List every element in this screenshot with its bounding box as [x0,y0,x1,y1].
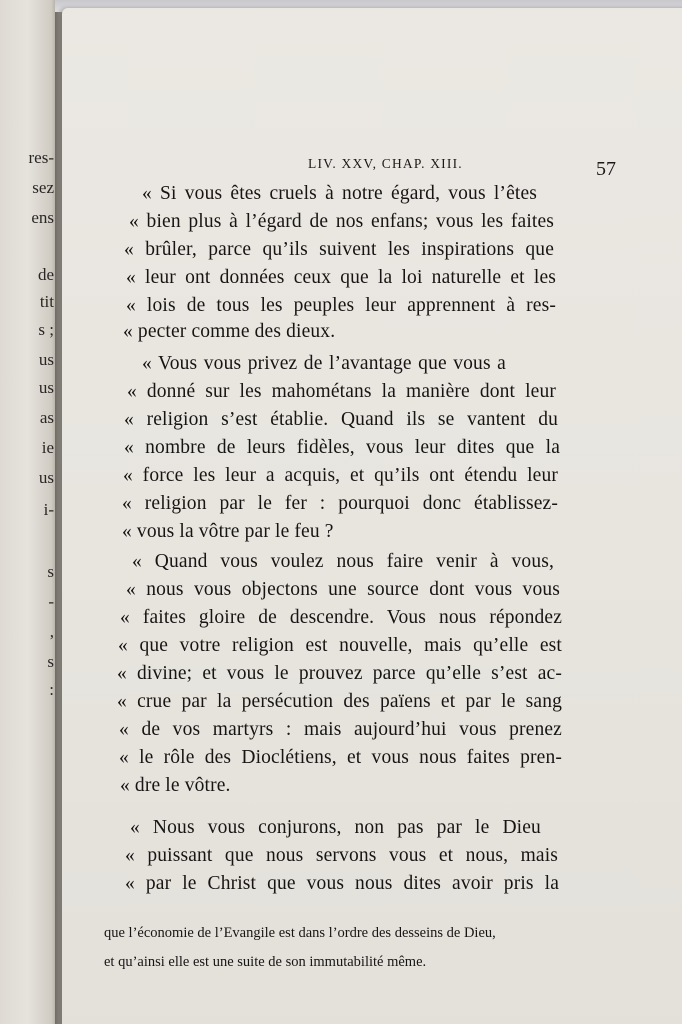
facing-page-fragment: sez [32,178,54,197]
text-line: « vous la vôtre par le feu ? [122,521,334,542]
facing-page-fragment: , [49,622,54,641]
text-line: « Si vous êtes cruels à notre égard, vous l’êtes [142,183,537,204]
text-line: « Quand vous voulez nous faire venir à vous, [132,551,554,572]
text-line: « lois de tous les peuples leur apprennent à res- [126,295,556,316]
facing-page-fragment: as [39,408,54,427]
text-line: « religion s’est établie. Quand ils se vantent du [124,409,558,430]
facing-page-fragment: s [47,562,54,581]
text-line: « dre le vôtre. [120,775,231,796]
text-line: « le rôle des Dioclétiens, et vous nous faites pren- [119,747,562,768]
text-line: « puissant que nous servons vous et nous, mais [125,845,558,866]
facing-page-fragment: ens [31,208,54,227]
text-line: « que votre religion est nouvelle, mais qu’elle est [118,635,562,656]
facing-page-fragment: tit [39,292,54,311]
running-head: LIV. XXV, CHAP. XIII. [308,156,463,171]
page-number: 57 [596,158,616,180]
text-line: « nous vous objectons une source dont vous vous [126,579,560,600]
text-line: « de vos martyrs : mais aujourd’hui vous prenez [119,719,562,740]
facing-page-fragment: ie [41,438,54,457]
facing-page-fragment: - [48,592,54,611]
text-line: « nombre de leurs fidèles, vous leur dites que la [124,437,560,458]
text-line: « crue par la persécution des païens et par le sang [117,691,562,712]
footnote-line: et qu’ainsi elle est une suite de son immutabilité même. [104,954,427,970]
facing-page-fragment: s [47,652,54,671]
facing-page-fragment: res- [28,148,54,167]
text-line: « brûler, parce qu’ils suivent les inspirations que [124,239,554,260]
facing-page-fragment: us [38,378,54,397]
facing-page-fragment: i- [43,500,54,519]
text-line: « Nous vous conjurons, non pas par le Dieu [130,817,541,838]
text-line: « faites gloire de descendre. Vous nous répondez [120,607,562,628]
facing-page-fragment: : [49,680,54,699]
facing-page-fragment: s ; [38,320,54,339]
footnote-line: que l’économie de l’Evangile est dans l’ordre des desseins de Dieu, [104,925,496,941]
facing-page-fragment: de [37,265,54,284]
text-line: « pecter comme des dieux. [123,321,336,342]
facing-page [0,0,60,1024]
text-line: « divine; et vous le prouvez parce qu’elle s’est ac- [117,663,562,684]
text-line: « bien plus à l’égard de nos enfans; vous les faites [129,211,554,232]
text-line: « religion par le fer : pourquoi donc établissez- [122,493,558,514]
text-line: « donné sur les mahométans la manière dont leur [127,381,556,402]
facing-page-fragment: us [38,468,54,487]
text-line: « Vous vous privez de l’avantage que vous a [142,353,506,374]
text-line: « leur ont données ceux que la loi naturelle et les [126,267,556,288]
facing-page-fragment: us [38,350,54,369]
text-line: « force les leur a acquis, et qu’ils ont étendu leur [123,465,558,486]
book-page [62,8,682,1024]
text-line: « par le Christ que vous nous dites avoir pris la [125,873,559,894]
